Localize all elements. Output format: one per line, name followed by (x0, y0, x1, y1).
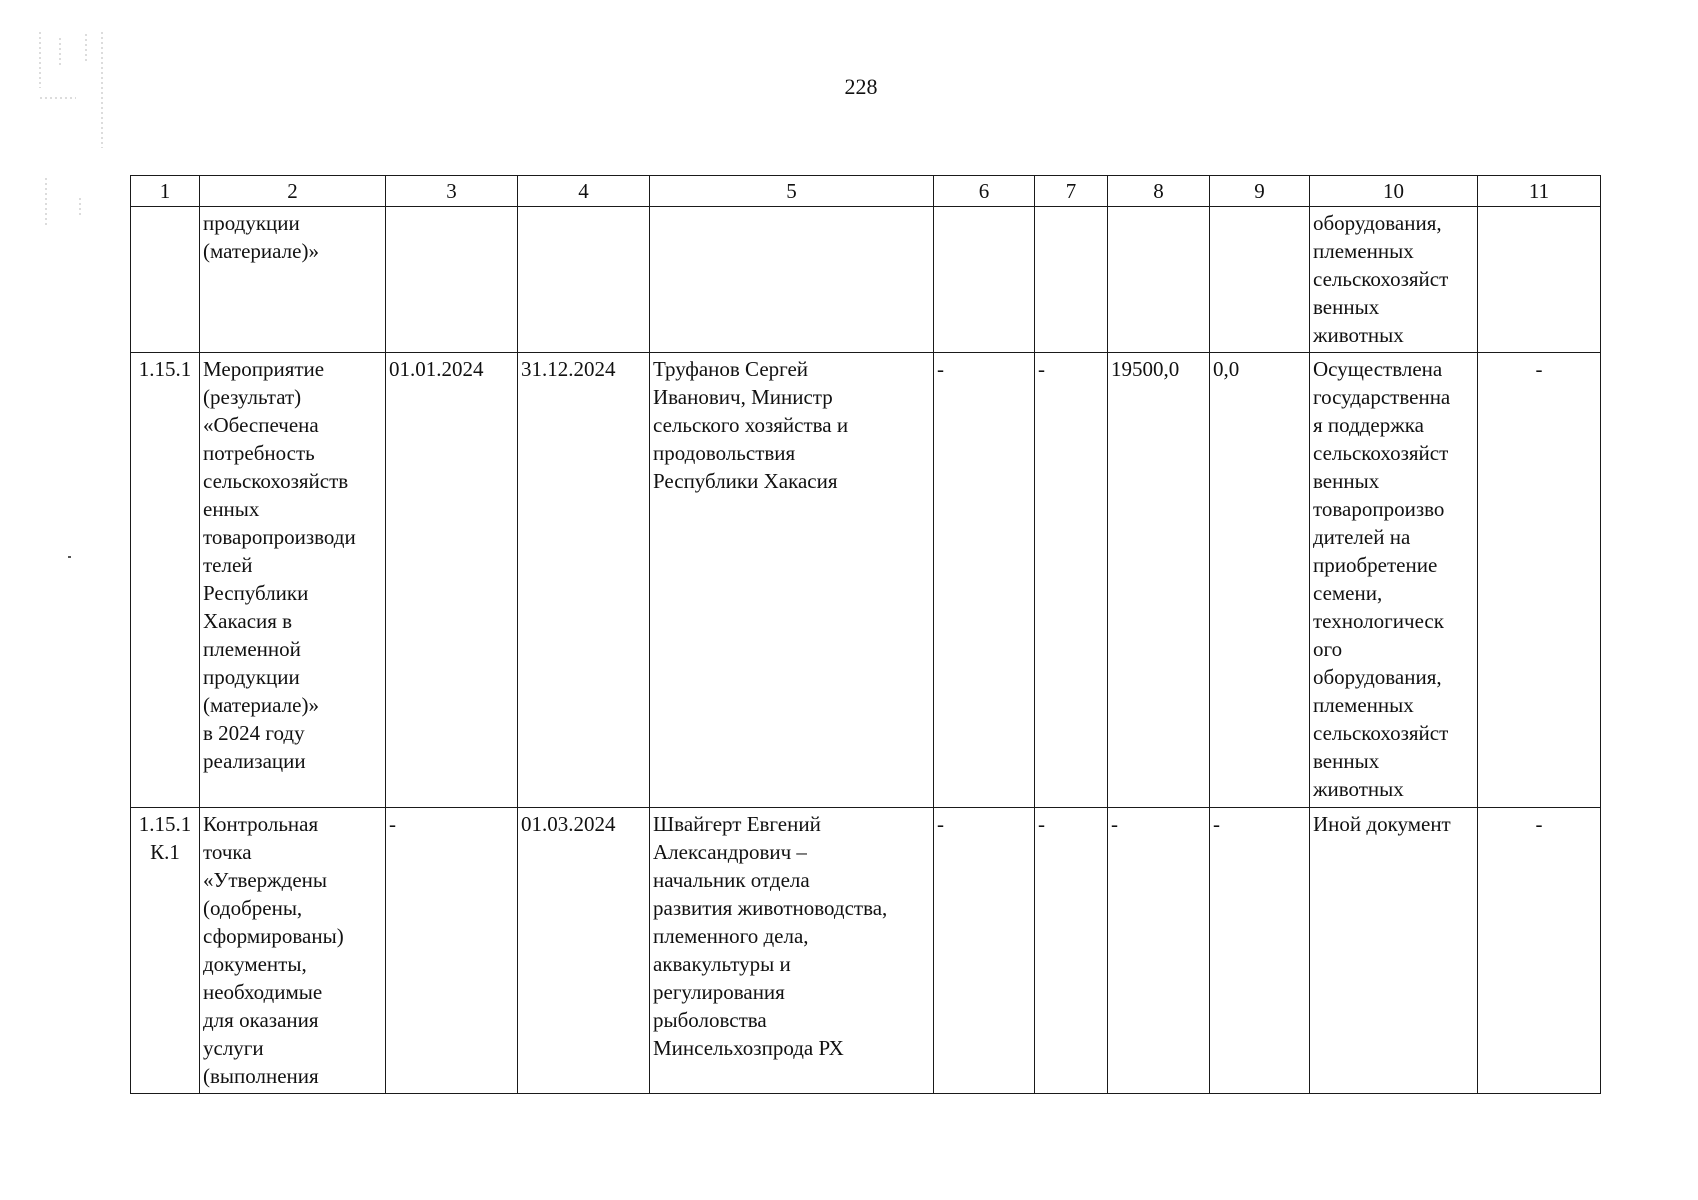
cell-result: Иной документ (1310, 808, 1478, 1094)
cell-col-6: - (934, 353, 1035, 808)
cell-col-8 (1108, 207, 1210, 353)
scan-artifact-marks (36, 28, 114, 238)
cell-end-date (518, 207, 650, 353)
cell-end-date: 01.03.2024 (518, 808, 650, 1094)
cell-number: 1.15.1 К.1 (131, 808, 200, 1094)
cell-col-6: - (934, 808, 1035, 1094)
header-cell-6: 6 (934, 176, 1035, 207)
cell-col-9 (1210, 207, 1310, 353)
cell-name: Мероприятие (результат) «Обеспечена потребность сельскохозяйств енных товаропроизводи телей Республики Хакасия в племенной продукции (материале)» в 2024 году реализации (200, 353, 386, 808)
table-header (131, 176, 1601, 207)
cell-start-date: 01.01.2024 (386, 353, 518, 808)
header-cell-5: 5 (650, 176, 934, 207)
cell-responsible: Швайгерт Евгений Александрович – начальник отдела развития животноводства, племенного дела, аквакультуры и регулирования рыболовства Минсельхозпрода РХ (650, 808, 934, 1094)
cell-col-7: - (1035, 808, 1108, 1094)
header-cell-11: 11 (1478, 176, 1601, 207)
header-cell-7: 7 (1035, 176, 1108, 207)
cell-col-11: - (1478, 808, 1601, 1094)
cell-end-date: 31.12.2024 (518, 353, 650, 808)
cell-col-9: - (1210, 808, 1310, 1094)
header-cell-9: 9 (1210, 176, 1310, 207)
cell-col-11 (1478, 207, 1601, 353)
table-body (131, 207, 1601, 1094)
header-cell-8: 8 (1108, 176, 1210, 207)
cell-col-7: - (1035, 353, 1108, 808)
cell-col-7 (1035, 207, 1108, 353)
cell-number (131, 207, 200, 353)
cell-col-9: 0,0 (1210, 353, 1310, 808)
document-table (130, 175, 1601, 1094)
cell-name: продукции (материале)» (200, 207, 386, 353)
cell-start-date (386, 207, 518, 353)
cell-result: Осуществлена государственна я поддержка сельскохозяйст венных товаропроизво дителей на приобретение семени, технологическ ого оборудования, племенных сельскохозяйст венных животных (1310, 353, 1478, 808)
cell-col-11: - (1478, 353, 1601, 808)
cell-name: Контрольная точка «Утверждены (одобрены, сформированы) документы, необходимые для оказания услуги (выполнения (200, 808, 386, 1094)
cell-col-8: 19500,0 (1108, 353, 1210, 808)
table-row-1-15-1-k1 (131, 808, 1601, 1094)
cell-col-8: - (1108, 808, 1210, 1094)
scan-speck (68, 556, 71, 558)
cell-result: оборудования, племенных сельскохозяйст венных животных (1310, 207, 1478, 353)
header-cell-4: 4 (518, 176, 650, 207)
header-row (131, 176, 1601, 207)
header-cell-1: 1 (131, 176, 200, 207)
header-cell-3: 3 (386, 176, 518, 207)
header-cell-2: 2 (200, 176, 386, 207)
table-row-1-15-1 (131, 353, 1601, 808)
page-number: 228 (844, 74, 878, 99)
table-row-continuation (131, 207, 1601, 353)
cell-number: 1.15.1 (131, 353, 200, 808)
cell-responsible (650, 207, 934, 353)
cell-col-6 (934, 207, 1035, 353)
cell-start-date: - (386, 808, 518, 1094)
cell-responsible: Труфанов Сергей Иванович, Министр сельского хозяйства и продовольствия Республики Хакасия (650, 353, 934, 808)
header-cell-10: 10 (1310, 176, 1478, 207)
